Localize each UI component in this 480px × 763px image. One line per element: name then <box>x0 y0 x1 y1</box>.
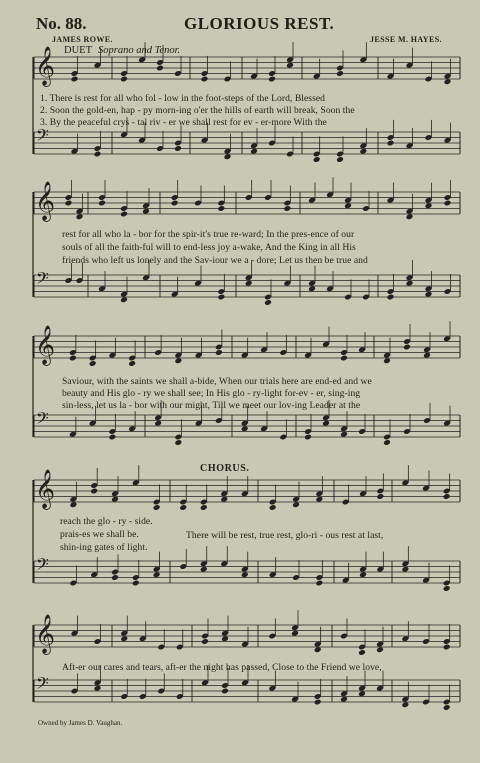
notehead <box>120 211 128 218</box>
notehead <box>217 205 225 212</box>
lyric-line: friends who left us lonely and the Sav-iour we a - dore; Let us then be true and <box>62 255 368 266</box>
notehead <box>336 70 344 77</box>
notehead <box>128 360 136 367</box>
notehead <box>313 156 321 163</box>
notehead <box>336 156 344 163</box>
lyric-line: souls of all the faith-ful will to end-less joy a-wake, And the King in all His <box>62 242 356 253</box>
lyric-line: sin-less, let us la - bor with our might, Till we meet our lov-ing Leader at the <box>62 400 361 411</box>
notehead <box>221 688 229 695</box>
notehead <box>94 151 102 158</box>
notehead <box>156 65 164 72</box>
bass-clef: 𝄢 <box>36 126 49 150</box>
notehead <box>108 434 116 441</box>
treble-clef: 𝄞 <box>35 45 56 86</box>
notehead <box>403 344 411 351</box>
notehead <box>89 360 97 367</box>
notehead <box>304 434 312 441</box>
notehead <box>201 76 209 83</box>
lyric-line: rest for all who la - bor for the spir-it's true re-ward; In the pres-ence of our <box>62 229 355 240</box>
notehead <box>315 580 323 587</box>
notehead <box>387 294 395 301</box>
bass-clef: 𝄢 <box>36 269 49 293</box>
notehead <box>153 504 161 511</box>
notehead <box>443 644 451 651</box>
lyric-line: 3. By the peaceful crys - tal riv - er we shall rest for ev - er-more With the <box>40 117 327 128</box>
arranger-credit: JESSE M. HAYES. <box>370 35 442 44</box>
notehead <box>358 649 366 656</box>
notehead <box>132 580 140 587</box>
notehead <box>69 355 77 362</box>
notehead <box>387 140 395 147</box>
lyric-line: beauty and His glo - ry we shall see; In His glo - ry-light for-ev - er, sing-ing <box>62 388 361 399</box>
notehead <box>201 638 209 645</box>
hymn-number: No. 88. <box>36 14 87 33</box>
notehead <box>171 200 179 207</box>
treble-clef: 𝄞 <box>35 324 56 365</box>
notehead <box>269 504 277 511</box>
notehead <box>215 349 223 356</box>
lyric-line: Saviour, with the saints we shall a-bide, When our trials here are end-ed and we <box>62 376 372 387</box>
voicing-label: DUET <box>64 45 92 56</box>
notehead <box>65 200 73 207</box>
ownership-note: Owned by James D. Vaughan. <box>38 719 123 727</box>
treble-clef: 𝄞 <box>35 180 56 221</box>
lyric-line: prais-es we shall be. <box>60 529 139 540</box>
notehead <box>200 504 208 511</box>
lyric-line: 1. There is rest for all who fol - low in the foot-steps of the Lord, Blessed <box>40 93 326 104</box>
lyric-line: shin-ing gates of light. <box>60 542 148 553</box>
notehead <box>174 145 182 152</box>
notehead <box>283 205 291 212</box>
bass-clef: 𝄢 <box>36 409 49 433</box>
notehead <box>340 355 348 362</box>
notehead <box>383 439 391 446</box>
notehead <box>443 585 451 592</box>
hymn-title: GLORIOUS REST. <box>184 14 335 33</box>
bass-clef: 𝄢 <box>36 674 49 698</box>
notehead <box>443 493 451 500</box>
notehead <box>444 200 452 207</box>
chorus-label: CHORUS. <box>200 463 250 474</box>
lyric-line: Aft-er our cares and tears, aft-er the night has passed, Close to the Friend we love, <box>62 662 382 673</box>
notehead <box>90 488 98 495</box>
notehead <box>264 299 272 306</box>
notehead <box>174 439 182 446</box>
notehead <box>120 76 128 83</box>
notehead <box>268 76 276 83</box>
bass-clef: 𝄢 <box>36 555 49 579</box>
notehead <box>111 574 119 581</box>
lyric-line: reach the glo - ry - side. <box>60 516 153 527</box>
notehead <box>443 704 451 711</box>
lyric-line: 2. Soon the gold-en, hap - py morn-ing o'er the hills of earth will break, Soon the <box>40 105 355 116</box>
voicing-parts: Soprano and Tenor. <box>98 45 181 56</box>
treble-clef: 𝄞 <box>35 613 56 654</box>
composer-credit: JAMES ROWE. <box>52 35 113 44</box>
notehead <box>98 200 106 207</box>
chorus-lyric-line: There will be rest, true rest, glo-ri - ous rest at last, <box>186 530 384 541</box>
notehead <box>179 504 187 511</box>
treble-clef: 𝄞 <box>35 468 56 509</box>
notehead <box>314 699 322 706</box>
notehead <box>71 76 79 83</box>
notehead <box>376 493 384 500</box>
notehead <box>217 294 225 301</box>
